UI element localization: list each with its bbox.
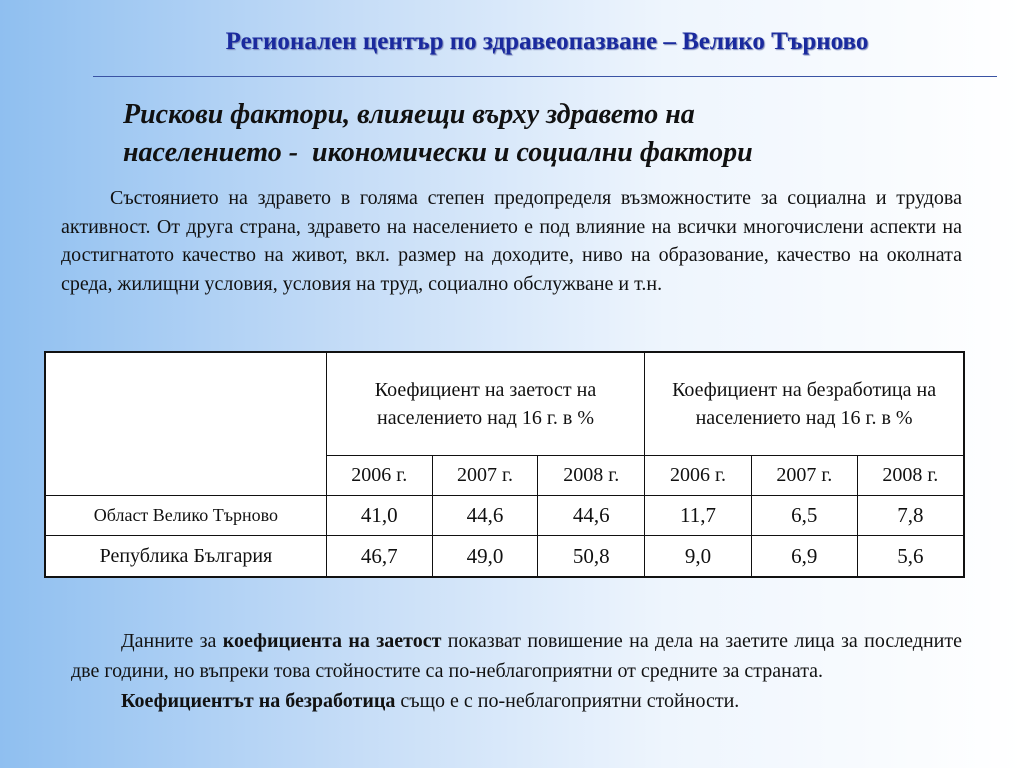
table-cell: 41,0 (326, 496, 432, 536)
statistics-table (44, 351, 965, 578)
year-header: 2007 г. (432, 455, 538, 495)
table-cell: 44,6 (538, 496, 645, 536)
table-cell: 11,7 (645, 496, 752, 536)
employment-rate-header: Коефициент на заетост на населението над 16 г. в % (326, 352, 644, 455)
table-cell: 9,0 (645, 536, 752, 577)
page-header-title: Регионален център по здравеопазване – Велико Търново (225, 28, 869, 55)
table-cell: 50,8 (538, 536, 645, 577)
year-header: 2008 г. (538, 455, 645, 495)
table-cell: 5,6 (857, 536, 964, 577)
row-label-bulgaria: Република България (45, 536, 326, 577)
conclusion-unemployment-term: Коефициентът на безработица (121, 690, 396, 712)
table-cell: 49,0 (432, 536, 538, 577)
table-cell: 46,7 (326, 536, 432, 577)
conclusion-employment-term: коефициента на заетост (222, 630, 442, 652)
intro-paragraph: Състоянието на здравето в голяма степен предопределя възможностите за социална и трудова активност. От друга страна, здравето на населението е под влияние на всички многочислени аспекти на достигнатото качество на живот, вкл. размер на доходите, ниво на образование, качество на околната среда, жилищни условия, условия на труд, социално обслужване и т.н. (61, 187, 962, 295)
conclusion-text (71, 626, 962, 716)
table-corner-cell (45, 352, 326, 496)
year-header: 2008 г. (857, 455, 964, 495)
slide-subtitle (123, 96, 983, 172)
conclusion-unemployment-text: също е с по-неблагоприятни стойности. (395, 690, 740, 712)
conclusion-employment-text: показват повишение на дела на заетите лица за последните две години, но въпреки това стойностите са по-неблагоприятни от средните за страната. (71, 630, 962, 682)
conclusion-paragraph-unemployment (71, 686, 962, 716)
year-header: 2006 г. (645, 455, 752, 495)
table-header-row (45, 352, 964, 455)
table-cell: 6,9 (751, 536, 857, 577)
row-label-veliko-tarnovo: Област Велико Търново (45, 496, 326, 536)
table-cell: 6,5 (751, 496, 857, 536)
year-header: 2006 г. (326, 455, 432, 495)
table-cell: 7,8 (857, 496, 964, 536)
table-cell: 44,6 (432, 496, 538, 536)
header-divider (93, 76, 997, 77)
conclusion-paragraph-employment (71, 626, 962, 686)
table-row (45, 496, 964, 536)
conclusion-prefix: Данните за (121, 630, 223, 652)
year-header: 2007 г. (751, 455, 857, 495)
subtitle-line-1: Рискови фактори, влияещи върху здравето на (123, 99, 695, 130)
unemployment-rate-header: Коефициент на безработица на населението над 16 г. в % (645, 352, 964, 455)
table-row (45, 536, 964, 577)
subtitle-line-2: населението - икономически и социални фактори (123, 137, 753, 168)
